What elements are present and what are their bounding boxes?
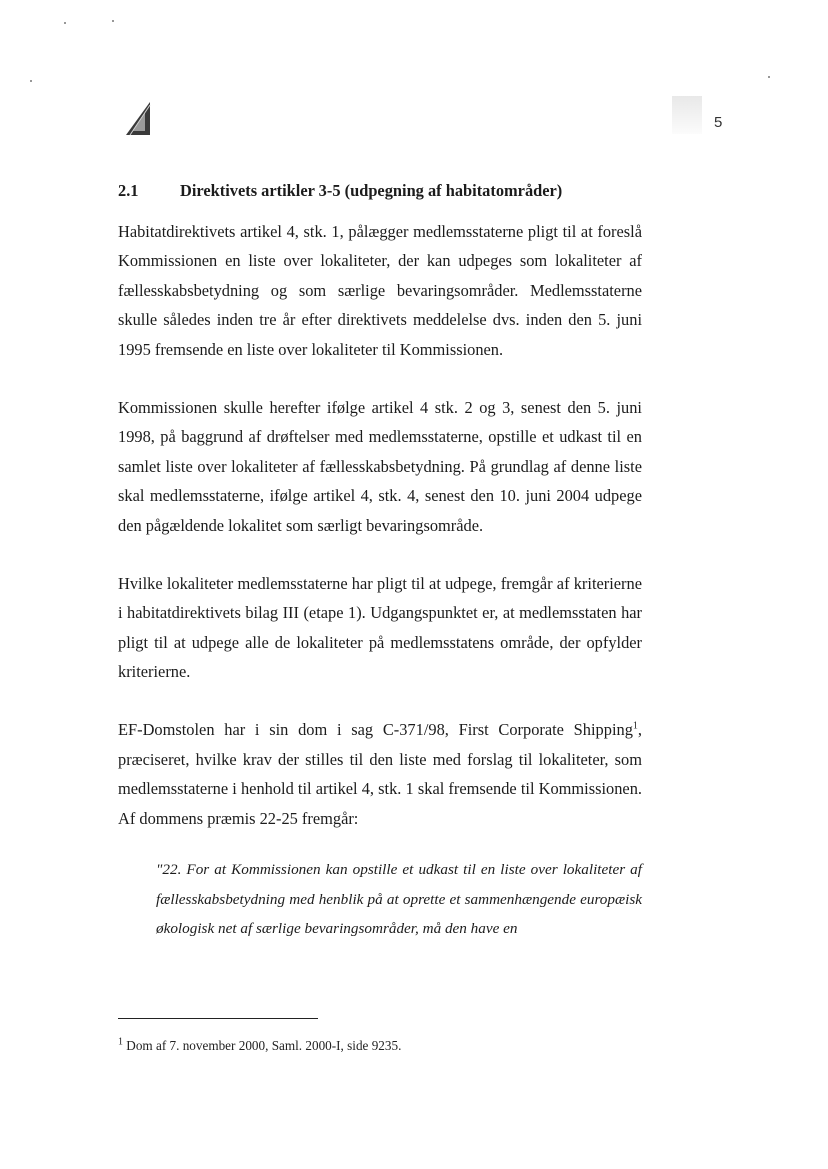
scan-speck	[768, 76, 770, 78]
scan-speck	[112, 20, 114, 22]
paragraph-text: , præciseret, hvilke krav der stilles til den liste med forslag til lokaliteter, som medlemsstaterne i henhold til artikel 4, stk. 1 skal fremsende til Kommissionen. Af dommens præmis 22-25 fremgår:	[118, 719, 642, 828]
paragraph: Kommissionen skulle herefter ifølge artikel 4 stk. 2 og 3, senest den 5. juni 1998, på baggrund af drøftelser med medlemsstaterne, opstille et udkast til en samlet liste over lokaliteter af fællesskabsbetydning. På grundlag af denne liste skal medlemsstaterne, ifølge artikel 4, stk. 4, senest den 10. juni 2004 udpege den pågældende lokalitet som særligt bevaringsområde.	[118, 397, 642, 535]
footnote	[118, 1038, 401, 1054]
section-number: 2.1	[118, 181, 139, 200]
paragraph: Hvilke lokaliteter medlemsstaterne har pligt til at udpege, fremgår af kriterierne i habitatdirektivets bilag III (etape 1). Udgangspunktet er, at medlemsstaten har pligt til at udpege alle de lokaliteter på medlemsstatens område, der opfylder kriterierne.	[118, 573, 642, 682]
paragraph	[118, 715, 642, 833]
paragraph: Habitatdirektivets artikel 4, stk. 1, pålægger medlemsstaterne pligt til at foreslå Kommissionen en liste over lokaliteter, der kan udpeges som lokaliteter af fællesskabsbetydning og som særlige bevaringsområder. Medlemsstaterne skulle således inden tre år efter direktivets meddelelse dvs. inden den 5. juni 1995 fremsende en liste over lokaliteter til Kommissionen.	[118, 221, 642, 359]
footnote-text: Dom af 7. november 2000, Saml. 2000-I, side 9235.	[126, 1038, 402, 1053]
triangle-logo-icon	[124, 101, 152, 137]
scan-shadow	[672, 96, 702, 134]
page-number: 5	[714, 114, 723, 131]
section-heading	[118, 176, 642, 206]
footnote-divider	[118, 1018, 318, 1019]
footnote-reference: 1	[632, 720, 638, 732]
document-body	[118, 176, 642, 944]
scan-speck	[30, 80, 32, 82]
footnote-mark: 1	[118, 1036, 123, 1048]
paragraph-text: EF-Domstolen har i sin dom i sag C-371/98, First Corporate Shipping	[118, 719, 633, 739]
scan-speck	[64, 22, 66, 24]
quoted-premise: "22. For at Kommissionen kan opstille et udkast til en liste over lokaliteter af fællesskabsbetydning med henblik på at oprette et sammenhængende europæisk økologisk net af særlige bevaringsområder, må den have en	[156, 861, 642, 938]
section-title: Direktivets artikler 3-5 (udpegning af habitatområder)	[180, 181, 563, 200]
